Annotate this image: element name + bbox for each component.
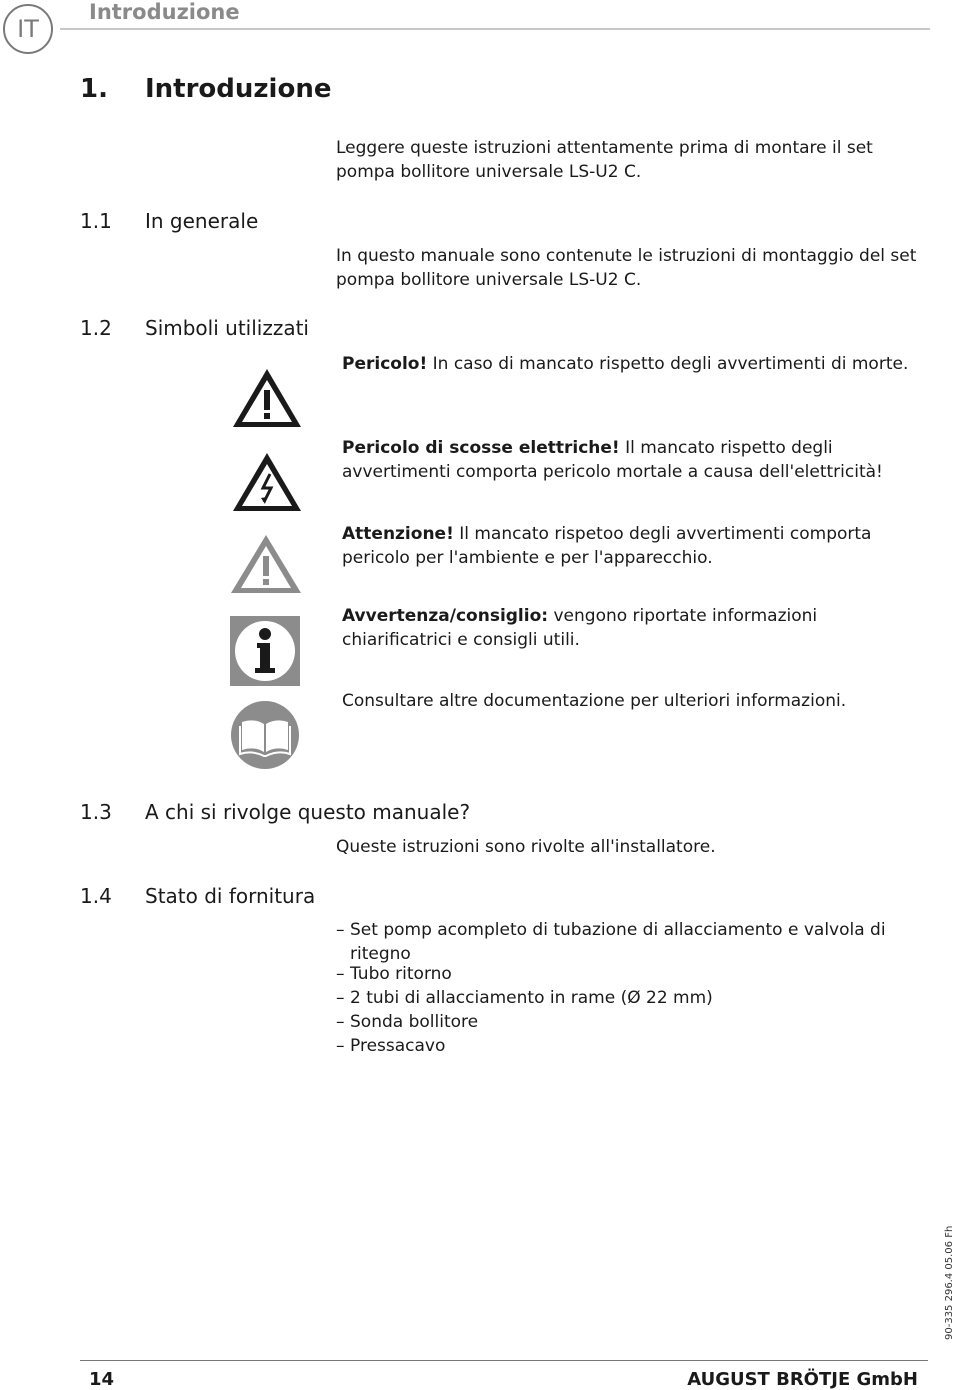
section-number: 1.: [80, 74, 108, 104]
symbol-description: vengono riportate informazioni chiarificatrici e consigli utili.: [342, 606, 818, 650]
company-name: AUGUST BRÖTJE GmbH: [687, 1369, 918, 1390]
section-title: Simboli utilizzati: [145, 316, 309, 340]
info-icon: [230, 616, 300, 686]
section-number: 1.2: [80, 316, 112, 340]
symbol-keyword: Pericolo!: [342, 354, 428, 374]
section-1-1-heading: [0, 209, 960, 237]
section-1-1-text: In questo manuale sono contenute le istruzioni di montaggio del set pompa bollitore universale LS-U2 C.: [336, 246, 917, 290]
section-1-3-heading: [0, 800, 960, 828]
symbol-description: Il mancato rispetto degli avvertimenti comporta pericolo mortale a causa dell'elettricità!: [342, 438, 883, 482]
list-item: – Pressacavo: [336, 1036, 446, 1056]
section-title: Stato di fornitura: [145, 884, 316, 908]
header-section-title: Introduzione: [89, 0, 240, 24]
list-item: – 2 tubi di allacciamento in rame (Ø 22 mm): [336, 988, 713, 1008]
symbol-keyword: Pericolo di scosse elettriche!: [342, 438, 620, 458]
symbol-book-text: [342, 689, 927, 713]
section-number: 1.3: [80, 800, 112, 824]
footer-rule: [80, 1360, 928, 1361]
section-title: In generale: [145, 209, 259, 233]
symbol-description: Consultare altre documentazione per ulteriori informazioni.: [342, 691, 847, 711]
caution-triangle-icon: [228, 532, 304, 596]
section-1-3-text: Queste istruzioni sono rivolte all'installatore.: [336, 837, 716, 857]
symbol-description: In caso di mancato rispetto degli avvertimenti di morte.: [427, 354, 909, 374]
list-item: – Set pomp acompleto di tubazione di allacciamento e valvola di ritegno: [336, 920, 886, 964]
danger-triangle-icon: [230, 366, 304, 430]
list-item: – Tubo ritorno: [336, 964, 452, 984]
header-rule: [60, 28, 930, 30]
page-number: 14: [89, 1369, 115, 1390]
symbol-info-text: [342, 604, 927, 652]
section-1-4-heading: [0, 884, 960, 912]
symbol-danger-text: [342, 352, 932, 376]
symbol-keyword: Attenzione!: [342, 524, 454, 544]
book-icon: [230, 700, 300, 770]
symbol-caution-text: [342, 522, 927, 570]
electric-shock-triangle-icon: [230, 450, 304, 514]
document-code: 90-335 296.4 05.06 Fh: [944, 1225, 955, 1340]
symbol-keyword: Avvertenza/consiglio:: [342, 606, 549, 626]
section-1-heading: [0, 74, 960, 110]
section-title: A chi si rivolge questo manuale?: [145, 800, 471, 824]
section-1-2-heading: [0, 316, 960, 344]
section-1-intro: Leggere queste istruzioni attentamente prima di montare il set pompa bollitore universale LS-U2 C.: [336, 138, 873, 182]
language-badge: IT: [3, 4, 53, 54]
section-number: 1.1: [80, 209, 112, 233]
section-number: 1.4: [80, 884, 112, 908]
section-title: Introduzione: [145, 74, 332, 104]
list-item: – Sonda bollitore: [336, 1012, 479, 1032]
symbol-description: Il mancato rispetoo degli avvertimenti comporta pericolo per l'ambiente e per l'apparecchio.: [342, 524, 872, 568]
symbol-electric-text: [342, 436, 927, 484]
